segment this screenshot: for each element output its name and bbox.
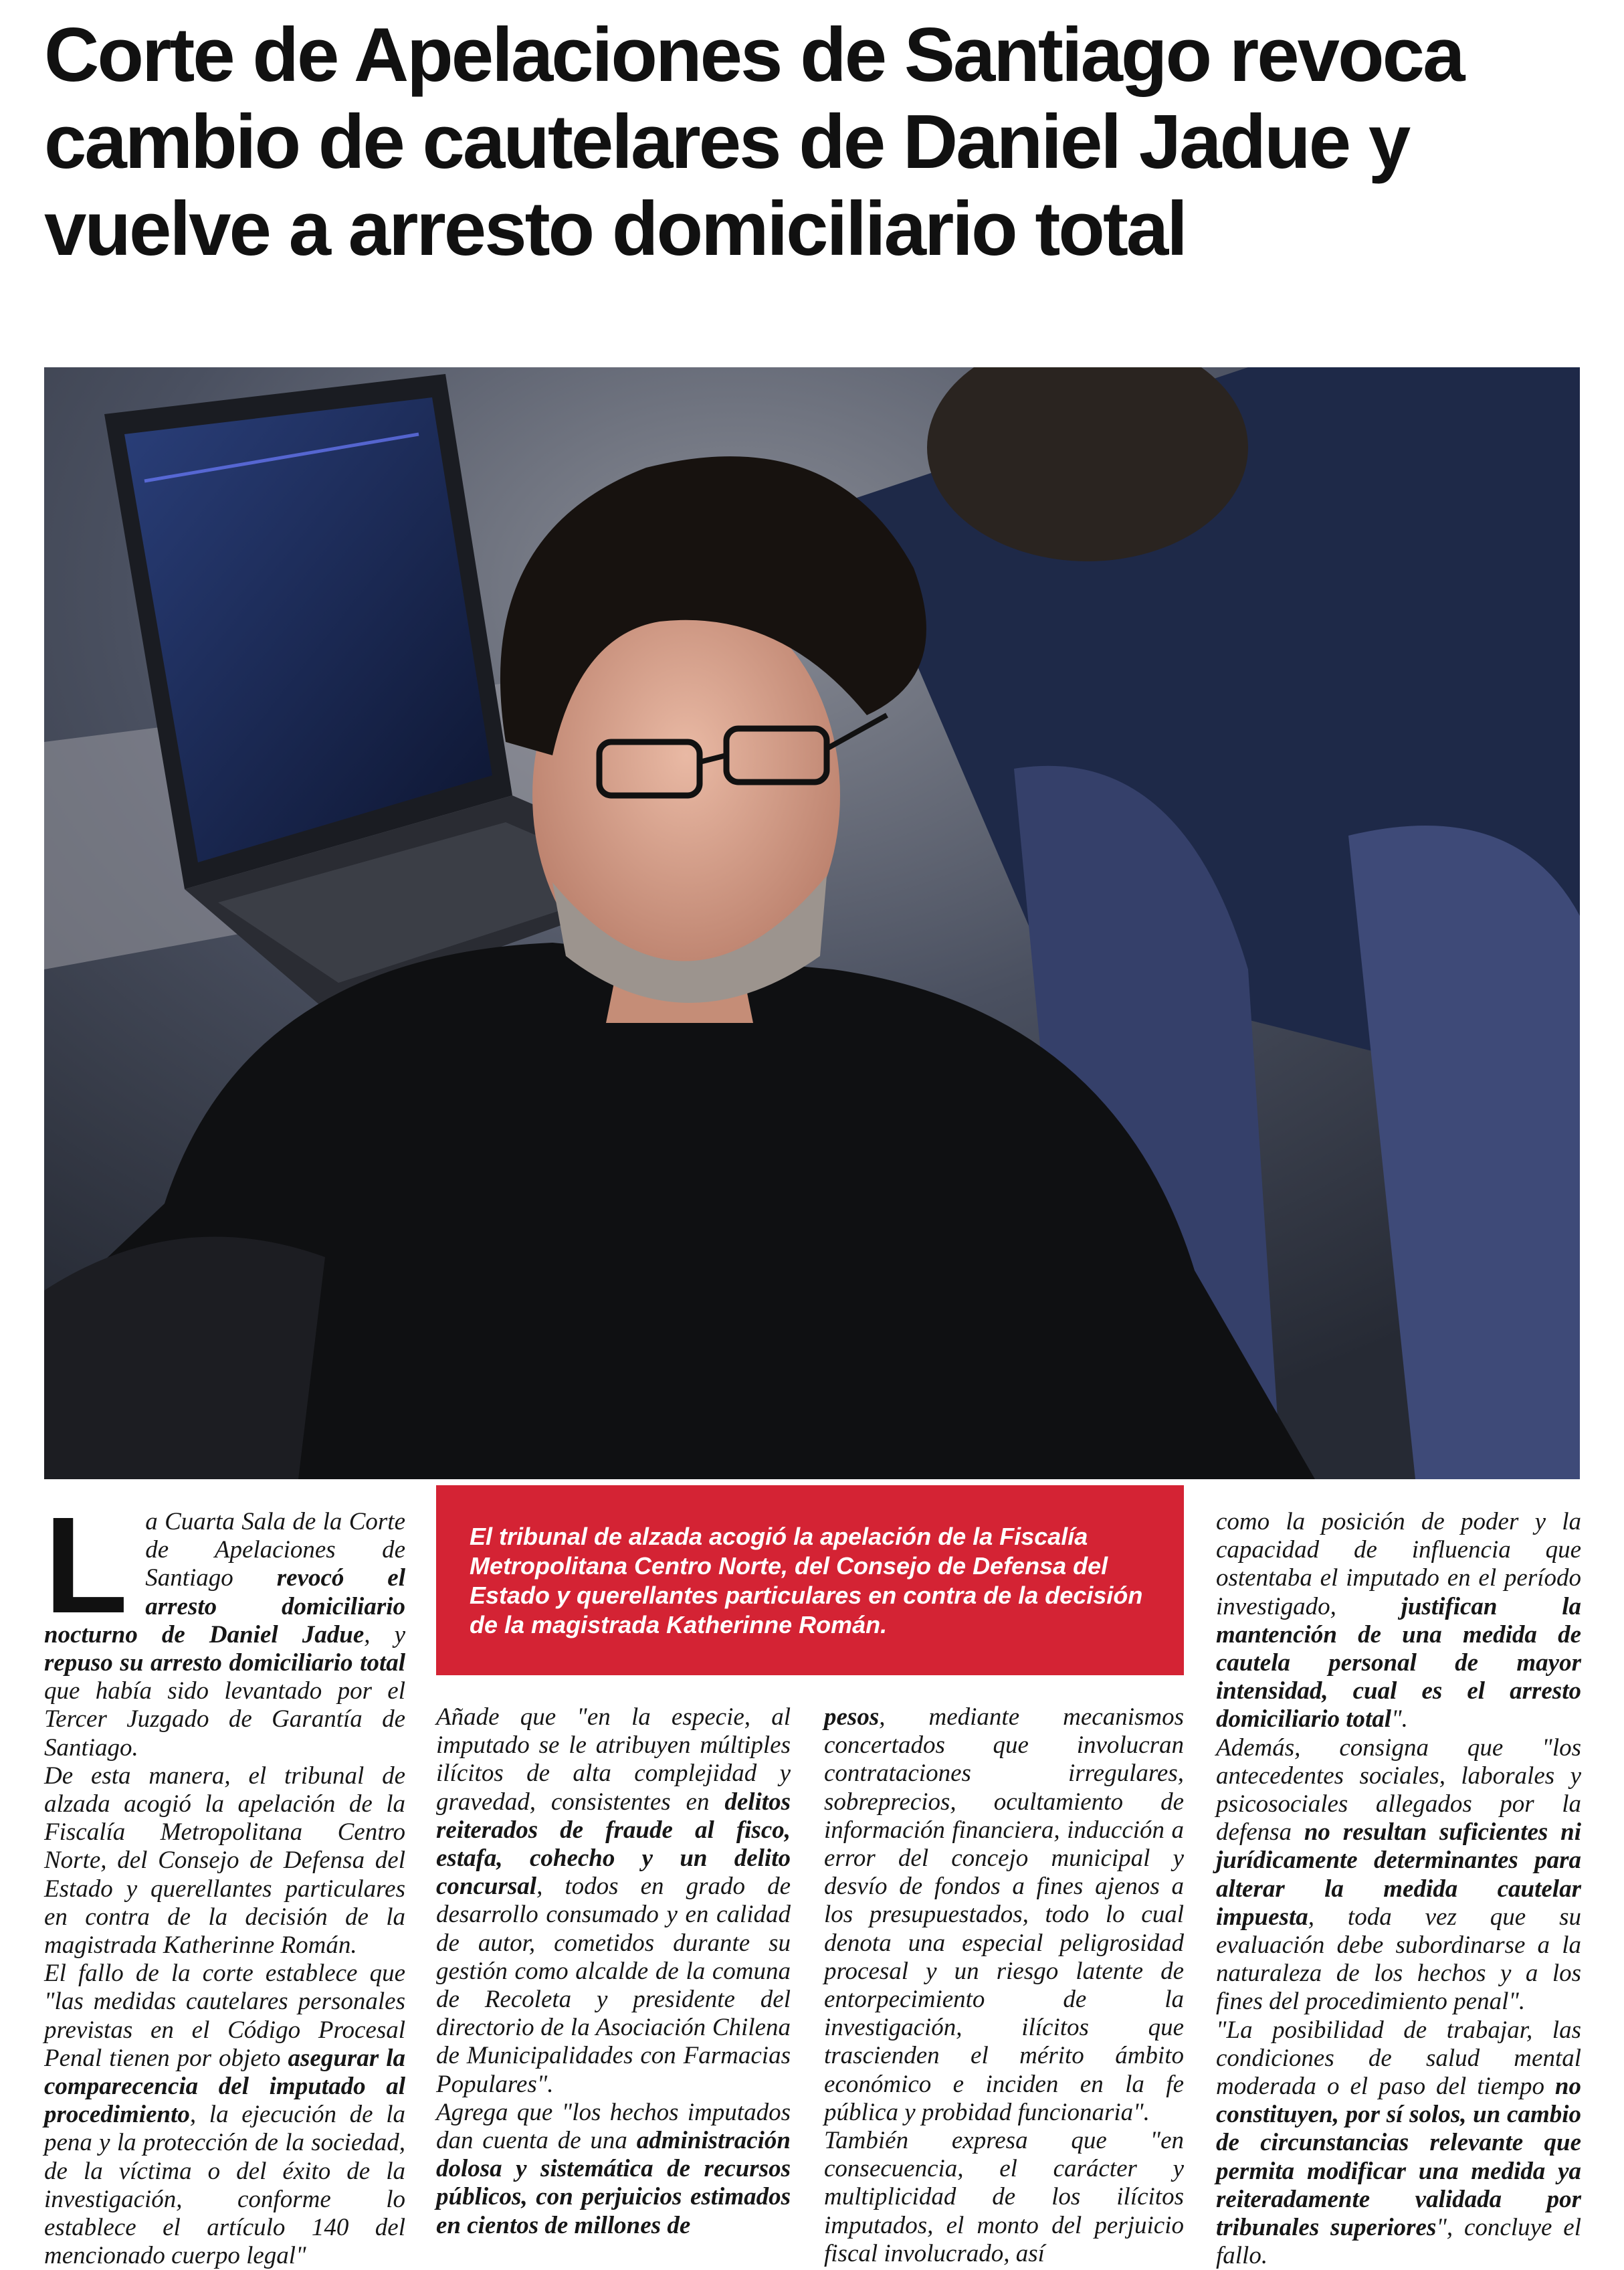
paragraph: Agrega que "los hechos imputados dan cuenta de una administración dolosa y sistemática de recursos públicos, con perjuicios estimados en cientos de millones de [436, 2098, 791, 2239]
paragraph: El fallo de la corte establece que "las medidas cautelares personales previstas en el Código Procesal Penal tienen por objeto asegurar la comparecencia del imputado al procedimiento, la ejecución de la pena y la protección de la sociedad, de la víctima o del éxito de la investigación, conforme lo establece el artículo 140 del mencionado cuerpo legal" [44, 1960, 405, 2270]
paragraph: También expresa que "en consecuencia, el carácter y multiplicidad de los ilícitos imputados, el monto del perjuicio fiscal involucrado, así [824, 2127, 1184, 2267]
paragraph: De esta manera, el tribunal de alzada acogió la apelación de la Fiscalía Metropolitana Centro Norte, del Consejo de Defensa del Estado y querellantes particulares en contra de la decisión de la magistrada Katherinne Román. [44, 1762, 405, 1960]
article-column-2 [436, 1703, 791, 2240]
courtroom-photo [44, 367, 1580, 1479]
pull-quote: El tribunal de alzada acogió la apelación de la Fiscalía Metropolitana Centro Norte, del Consejo de Defensa del Estado y querellantes particulares en contra de la decisión de la magistrada Katherinne Román. [436, 1485, 1184, 1675]
paragraph: "La posibilidad de trabajar, las condiciones de salud mental moderada o el paso del tiempo no constituyen, por sí solos, un cambio de circunstancias relevante que permita modificar una medida ya reiteradamente validada por tribunales superiores", concluye el fallo. [1216, 2016, 1581, 2270]
paragraph: Añade que "en la especie, al imputado se le atribuyen múltiples ilícitos de alta complejidad y gravedad, consistentes en delitos reiterados de fraude al fisco, estafa, cohecho y un delito concursal, todos en grado de desarrollo consumado y en calidad de autor, cometidos durante su gestión como alcalde de la comuna de Recoleta y presidente del directorio de la Asociación Chilena de Municipalidades con Farmacias Populares". [436, 1703, 791, 2098]
article-headline: Corte de Apelaciones de Santiago revoca cambio de cautelares de Daniel Jadue y vuelve a arresto domiciliario total [44, 13, 1463, 272]
photo-illustration [44, 367, 1580, 1479]
article-column-1 [44, 1489, 406, 2270]
drop-cap: L [44, 1489, 128, 1642]
article-column-3 [824, 1703, 1184, 2268]
article-column-4 [1216, 1508, 1581, 2270]
paragraph: pesos, mediante mecanismos concertados que involucran contrataciones irregulares, sobreprecios, ocultamiento de información financiera, inducción a error del concejo municipal y desvío de fondos a fines ajenos a los presupuestados, todo lo cual denota una especial peligrosidad procesal y un riesgo latente de entorpecimiento de la investigación, ilícitos que trascienden el mérito ámbito económico e inciden en la fe pública y probidad funcionaria". [824, 1703, 1184, 2126]
paragraph: Además, consigna que "los antecedentes sociales, laborales y psicosociales allegados por la defensa no resultan suficientes ni jurídicamente determinantes para alterar la medida cautelar impuesta, toda vez que su evaluación debe subordinarse a la naturaleza de los hechos y a los fines del procedimiento penal". [1216, 1733, 1581, 2016]
paragraph: a Cuarta Sala de la Corte de Apelaciones de Santiago revocó el arresto domiciliario nocturno de Daniel Jadue, y repuso su arresto domiciliario total que había sido levantado por el Tercer Juzgado de Garantía de Santiago. [44, 1508, 406, 1762]
paragraph: como la posición de poder y la capacidad de influencia que ostentaba el imputado en el período investigado, justifican la mantención de una medida de cautela personal de mayor intensidad, cual es el arresto domiciliario total". [1216, 1508, 1581, 1733]
